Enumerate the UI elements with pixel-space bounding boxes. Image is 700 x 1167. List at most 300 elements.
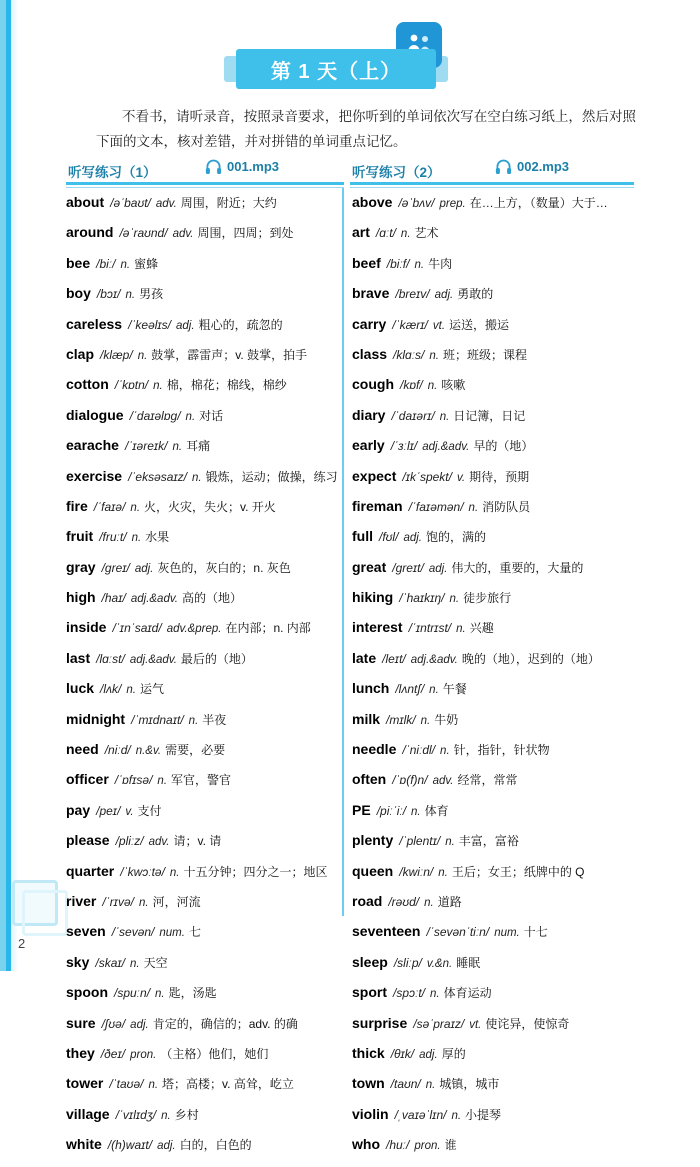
word-part-of-speech: num. [159,927,185,940]
word-part-of-speech: adj. [419,1048,438,1061]
word-phonetic: /ˈplentɪ/ [399,834,441,849]
word-meaning: 经常，常常 [457,773,518,788]
word-part-of-speech: n. [126,684,136,697]
word-meaning: 棉，棉花；棉线，棉纱 [166,378,287,393]
word-part-of-speech: n. [440,745,450,758]
word-meaning: 针，指针，针状物 [453,743,550,758]
word-entry [352,741,628,771]
word-meaning: 日记簿，日记 [453,408,526,423]
word-phonetic: /ˈdaɪərɪ/ [391,408,435,423]
word-phonetic: /biː/ [96,256,116,271]
word-meaning: 午餐 [442,682,467,697]
word-phonetic: /lʌk/ [100,682,122,697]
audio-track-1-label: 001.mp3 [227,159,280,174]
word-part-of-speech: vt. [469,1018,482,1031]
word-headword: around [66,224,114,241]
word-meaning: 最后的（地） [180,651,253,666]
word-entry [352,407,628,437]
word-meaning: （主格）他们，她们 [160,1046,269,1061]
word-part-of-speech: n. [188,714,199,727]
word-phonetic: /bɔɪ/ [96,287,121,302]
word-part-of-speech: n. [425,1079,436,1092]
word-entry [66,1106,342,1136]
word-phonetic: /ˈɜːlɪ/ [390,439,418,454]
word-headword: sure [66,1014,96,1031]
word-part-of-speech: n. [157,775,168,788]
word-part-of-speech: n. [456,623,466,636]
section-heading-1: 听写练习（1） [68,165,157,180]
word-headword: officer [66,771,109,788]
word-part-of-speech: num. [494,927,520,940]
section-rule-1-thin [66,187,344,188]
word-meaning: 军官，警官 [171,773,232,788]
word-meaning: 班；班级；课程 [442,347,527,362]
word-entry [66,437,342,467]
word-part-of-speech: vt. [432,319,446,332]
word-phonetic: /ˈniːdl/ [402,743,436,758]
word-list-right [352,194,628,1167]
headphones-icon [495,158,512,175]
word-phonetic: /ɑːt/ [375,226,396,241]
word-entry [352,285,628,315]
word-phonetic: /ˈkwɔːtə/ [120,864,165,879]
word-entry [352,711,628,741]
page-title: 第 1 天（上） [270,60,402,83]
word-entry [352,255,628,285]
word-headword: white [66,1136,102,1153]
word-headword: cotton [66,376,109,393]
word-headword: tower [66,1075,104,1092]
word-headword: brave [352,285,390,302]
word-meaning: 水果 [145,530,170,545]
word-entry [66,498,342,528]
word-headword: clap [66,345,95,362]
word-headword: seventeen [352,923,421,940]
word-part-of-speech: adv.&prep. [166,623,222,636]
word-part-of-speech: adj. [176,319,195,332]
word-headword: full [352,528,373,545]
word-headword: high [66,589,96,606]
word-entry [352,316,628,346]
word-meaning: 运送，搬运 [449,317,510,332]
word-phonetic: /pliːz/ [115,834,144,849]
word-entry [352,194,628,224]
word-phonetic: /ˈfaɪə/ [93,499,126,514]
word-entry [66,893,342,923]
word-entry [66,589,342,619]
word-headword: carry [352,315,387,332]
word-phonetic: /ˈɪnˈsaɪd/ [112,621,162,636]
word-meaning: 男孩 [139,287,164,302]
word-part-of-speech: adv. [148,836,170,849]
word-entry [352,650,628,680]
word-entry [66,619,342,649]
word-entry [66,984,342,1014]
word-part-of-speech: n. [192,471,202,484]
word-phonetic: /klɑːs/ [393,347,425,362]
word-entry [66,376,342,406]
word-meaning: 体育 [424,803,449,818]
word-entry [66,346,342,376]
section-rule-1 [66,182,344,185]
word-headword: about [66,194,105,210]
word-entry [66,1015,342,1045]
word-headword: above [352,194,393,210]
section-rule-2-thin [350,187,634,188]
word-headword: seven [66,923,106,940]
word-entry [352,498,628,528]
word-phonetic: /greɪ/ [101,560,130,575]
word-part-of-speech: n. [449,593,460,606]
word-entry [352,468,628,498]
word-phonetic: /niːd/ [104,743,131,758]
word-phonetic: /ˈkærɪ/ [392,317,428,332]
word-meaning: 兴趣 [469,621,494,636]
word-phonetic: /ˈtaʊə/ [109,1077,144,1092]
word-meaning: 晚的（地），迟到的（地） [461,651,600,666]
word-meaning: 河，河流 [152,894,201,909]
word-part-of-speech: n. [161,1109,171,1122]
word-meaning: 丰富，富裕 [458,834,519,849]
word-meaning: 牛奶 [434,712,459,727]
word-meaning: 火，火灾，失火；v. 开火 [144,499,276,514]
word-headword: pay [66,801,91,818]
word-meaning: 谁 [444,1138,457,1153]
word-part-of-speech: n. [424,896,434,909]
word-part-of-speech: n. [427,380,438,393]
word-part-of-speech: v.&n. [426,957,453,970]
word-entry [352,802,628,832]
word-meaning: 对话 [199,408,224,423]
word-headword: sky [66,953,90,970]
word-part-of-speech: n. [185,410,196,423]
word-meaning: 艺术 [414,226,439,241]
word-headword: sport [352,984,387,1001]
word-entry [66,528,342,558]
word-entry [66,316,342,346]
word-headword: cough [352,376,394,393]
word-phonetic: /ˈfaɪəmən/ [408,499,464,514]
word-phonetic: /ˈsevən/ [111,925,155,940]
word-entry [352,893,628,923]
word-entry [66,680,342,710]
word-part-of-speech: adv. [432,775,454,788]
word-entry [66,559,342,589]
word-headword: fire [66,497,88,514]
word-meaning: 城镇，城市 [439,1077,500,1092]
word-meaning: 期待，预期 [469,469,530,484]
word-entry [352,528,628,558]
word-phonetic: /ˈmɪdnaɪt/ [131,712,184,727]
word-phonetic: /ˈeksəsaɪz/ [128,469,188,484]
word-phonetic: /haɪ/ [101,591,126,606]
section-rule-2 [350,182,634,185]
word-part-of-speech: n. [414,258,425,271]
word-part-of-speech: n. [130,501,141,514]
word-headword: gray [66,558,96,575]
word-phonetic: /fʊl/ [379,530,399,545]
word-phonetic: /biːf/ [386,256,410,271]
word-headword: often [352,771,387,788]
word-phonetic: /klæp/ [100,347,133,362]
word-headword: road [352,892,383,909]
word-phonetic: /ˌvaɪəˈlɪn/ [394,1107,447,1122]
word-meaning: 白的，白色的 [179,1138,252,1153]
word-meaning: 在内部；n. 内部 [225,621,311,636]
word-headword: art [352,224,370,241]
word-entry [352,437,628,467]
word-headword: exercise [66,467,123,484]
word-entry [66,1045,342,1075]
word-meaning: 在…上方，（数量）大于… [469,196,608,210]
word-headword: queen [352,862,394,879]
word-entry [66,741,342,771]
page-edge-bar-inner [6,0,11,971]
word-entry [352,863,628,893]
word-part-of-speech: n. [439,410,450,423]
word-headword: spoon [66,984,108,1001]
word-meaning: 王后；女王；纸牌中的 Q [451,864,585,879]
word-part-of-speech: adj.&adv. [129,653,177,666]
word-meaning: 道路 [437,894,462,909]
word-entry [352,1075,628,1105]
word-headword: luck [66,680,95,697]
word-meaning: 咳嗽 [441,378,466,393]
word-headword: late [352,649,377,666]
word-phonetic: /ˈkeəlɪs/ [128,317,172,332]
page-number: 2 [18,936,26,951]
word-meaning: 乡村 [174,1107,199,1122]
word-headword: last [66,649,91,666]
word-part-of-speech: n. [148,1079,159,1092]
word-part-of-speech: v. [125,805,134,818]
word-headword: great [352,558,387,575]
word-meaning: 使诧异，使惊奇 [485,1016,570,1031]
word-phonetic: /(h)waɪt/ [107,1138,153,1153]
word-headword: violin [352,1105,389,1122]
word-part-of-speech: n. [169,866,180,879]
word-phonetic: /kwiːn/ [399,864,434,879]
word-headword: quarter [66,862,115,879]
word-phonetic: /sliːp/ [393,955,422,970]
word-meaning: 天空 [143,955,168,970]
word-part-of-speech: n. [420,714,431,727]
word-meaning: 徒步旅行 [463,591,512,606]
word-part-of-speech: n. [451,1109,462,1122]
word-phonetic: /ˈvɪlɪdʒ/ [115,1107,157,1122]
word-entry [352,1015,628,1045]
word-phonetic: /əˈraʊnd/ [119,226,168,241]
word-part-of-speech: n. [137,349,148,362]
word-meaning: 匙，汤匙 [168,986,217,1001]
word-phonetic: /ˈrɪvə/ [102,894,134,909]
audio-track-2-label: 002.mp3 [517,159,570,174]
word-part-of-speech: adv. [155,198,177,210]
page-title-banner [236,49,436,89]
word-phonetic: /kɒf/ [400,378,423,393]
word-phonetic: /səˈpraɪz/ [413,1016,465,1031]
word-headword: earache [66,437,119,454]
word-headword: beef [352,254,381,271]
word-entry [352,923,628,953]
word-headword: hiking [352,589,394,606]
word-headword: surprise [352,1014,408,1031]
word-headword: careless [66,315,123,332]
corner-square-decoration-2 [22,890,68,936]
word-part-of-speech: adj.&adv. [410,653,458,666]
word-phonetic: /ˈdaɪəlɒg/ [129,408,181,423]
word-part-of-speech: v. [456,471,466,484]
word-entry [66,771,342,801]
word-phonetic: /əˈbaʊt/ [110,196,151,210]
section-heading-2: 听写练习（2） [352,165,441,180]
word-part-of-speech: n. [411,805,421,818]
word-entry [352,1106,628,1136]
word-headword: dialogue [66,406,124,423]
word-part-of-speech: adv. [172,228,194,241]
headphones-icon [205,158,222,175]
word-meaning: 睡眠 [456,955,481,970]
word-entry [66,954,342,984]
word-phonetic: /huː/ [386,1138,410,1153]
word-part-of-speech: n. [131,532,142,545]
word-entry [66,468,342,498]
word-phonetic: /ˈhaɪkɪŋ/ [399,591,445,606]
word-meaning: 耳痛 [186,439,211,454]
word-phonetic: /leɪt/ [382,651,406,666]
word-part-of-speech: adj. [434,289,454,302]
word-entry [66,194,342,224]
word-phonetic: /skaɪ/ [95,955,125,970]
word-entry [352,224,628,254]
word-entry [66,802,342,832]
word-meaning: 消防队员 [482,499,531,514]
word-entry [66,650,342,680]
word-meaning: 肯定的，确信的；adv. 的确 [152,1016,298,1031]
word-phonetic: /taʊn/ [390,1077,421,1092]
word-entry [352,619,628,649]
word-entry [66,285,342,315]
word-part-of-speech: n. [429,349,439,362]
audio-track-1[interactable] [205,158,279,175]
word-entry [352,680,628,710]
word-meaning: 蜜蜂 [134,256,159,271]
word-meaning: 周围，附近；大约 [180,196,277,210]
word-phonetic: /lʌntʃ/ [395,682,425,697]
word-meaning: 塔；高楼；v. 高耸，屹立 [162,1077,294,1092]
word-phonetic: /greɪt/ [392,560,424,575]
word-headword: PE [352,801,371,818]
word-headword: sleep [352,953,388,970]
word-part-of-speech: n. [445,836,455,849]
word-phonetic: /əˈbʌv/ [398,196,435,210]
word-phonetic: /ðeɪ/ [100,1046,126,1061]
word-headword: inside [66,619,107,636]
word-phonetic: /ʃʊə/ [101,1016,126,1031]
word-part-of-speech: prep. [439,198,466,210]
word-entry [66,711,342,741]
word-meaning: 运气 [139,682,164,697]
word-meaning: 十七 [523,925,548,940]
word-part-of-speech: n. [468,501,479,514]
word-meaning: 请；v. 请 [173,834,222,849]
word-part-of-speech: n. [155,988,165,1001]
word-headword: class [352,345,388,362]
word-headword: bee [66,254,91,271]
word-phonetic: /ˈɒfɪsə/ [114,773,153,788]
word-headword: interest [352,619,403,636]
word-meaning: 锻炼，运动；做操，练习 [205,469,338,484]
word-entry [66,224,342,254]
word-phonetic: /peɪ/ [96,803,121,818]
word-entry [66,1136,342,1166]
word-headword: fruit [66,528,94,545]
word-meaning: 鼓掌，霹雷声；v. 鼓掌，拍手 [151,347,308,362]
word-part-of-speech: adj. [403,532,422,545]
word-part-of-speech: n. [438,866,448,879]
word-phonetic: /mɪlk/ [386,712,416,727]
word-headword: they [66,1044,95,1061]
word-meaning: 七 [188,925,201,940]
word-entry [352,559,628,589]
word-phonetic: /rəʊd/ [388,894,420,909]
word-entry [66,923,342,953]
word-part-of-speech: adj. [428,562,448,575]
word-headword: midnight [66,710,126,727]
word-phonetic: /ˈsevənˈtiːn/ [426,925,490,940]
word-part-of-speech: pron. [414,1140,441,1153]
word-phonetic: /ˈɒ(f)n/ [392,773,428,788]
word-entry [66,1075,342,1105]
word-headword: village [66,1105,110,1122]
word-headword: river [66,892,97,909]
word-phonetic: /ˈɪntrɪst/ [408,621,452,636]
word-headword: boy [66,285,91,302]
word-phonetic: /ˈkɒtn/ [114,378,149,393]
word-headword: milk [352,710,381,727]
word-headword: who [352,1136,380,1153]
word-meaning: 需要，必要 [165,743,226,758]
word-part-of-speech: adj. [130,1018,149,1031]
word-entry [352,589,628,619]
word-headword: fireman [352,497,403,514]
audio-track-2[interactable] [495,158,569,175]
word-headword: lunch [352,680,390,697]
word-phonetic: /spɔːt/ [393,986,426,1001]
word-phonetic: /lɑːst/ [96,651,125,666]
word-part-of-speech: n. [120,258,131,271]
word-headword: town [352,1075,385,1092]
word-meaning: 十五分钟；四分之一；地区 [183,864,328,879]
word-phonetic: /piːˈiː/ [376,803,407,818]
word-headword: thick [352,1044,385,1061]
word-headword: early [352,437,385,454]
word-headword: expect [352,467,397,484]
word-phonetic: /ˈɪəreɪk/ [124,439,168,454]
word-phonetic: /spuːn/ [114,986,151,1001]
word-part-of-speech: n. [125,289,136,302]
word-headword: plenty [352,832,394,849]
word-entry [352,346,628,376]
word-entry [352,771,628,801]
word-meaning: 早的（地） [473,439,534,454]
word-list-left [66,194,342,1167]
word-meaning: 小提琴 [465,1107,502,1122]
word-entry [352,1045,628,1075]
word-part-of-speech: n. [172,441,183,454]
word-entry [66,832,342,862]
word-part-of-speech: pron. [130,1048,157,1061]
